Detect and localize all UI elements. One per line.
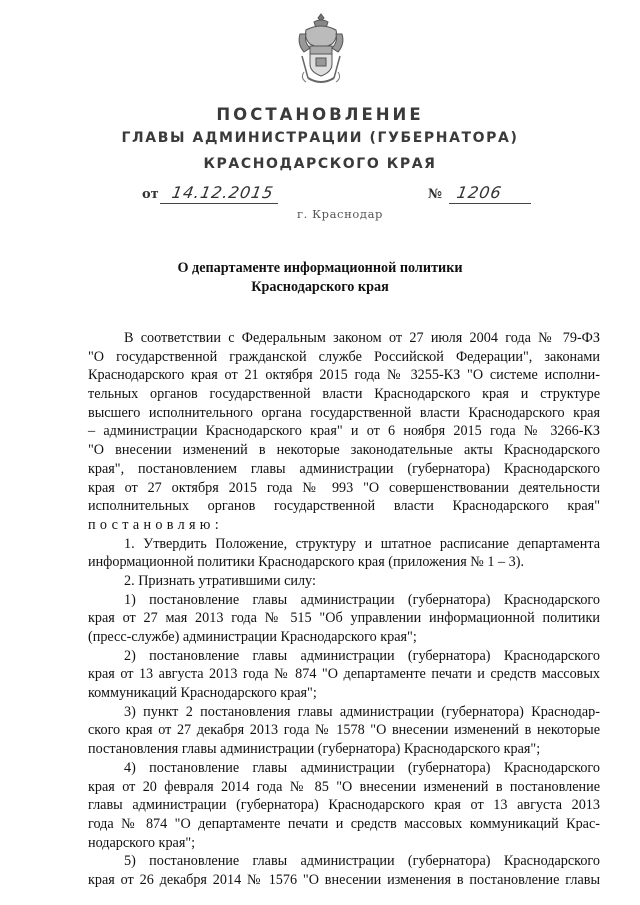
body-line: края от 27 октября 2015 года № 993 "О совершенствовании деятельности	[88, 479, 600, 496]
body-line: В соответствии с Федеральным законом от 27 июля 2004 года № 79-ФЗ	[124, 330, 600, 346]
body-text	[88, 329, 600, 890]
date-label: от	[142, 187, 159, 202]
date-value: 14.12.2015	[170, 183, 276, 202]
body-line: тельных органов государственной власти Краснодарского края и структуре	[88, 386, 600, 403]
body-line: главы администрации (губернатора) Краснодарского края от 13 августа 2013	[88, 797, 600, 814]
coat-of-arms-emblem	[296, 12, 346, 90]
number-value: 1206	[455, 183, 504, 202]
body-line: высшего исполнительного органа государственной власти Краснодарского края	[88, 404, 600, 421]
number-label: №	[428, 187, 443, 202]
region-heading: КРАСНОДАРСКОГО КРАЯ	[203, 156, 437, 172]
body-line: исполнительных органов государственной власти Краснодарского края"	[88, 498, 600, 515]
body-line: края от 26 декабря 2014 № 1576 "О внесении изменения в постановление главы	[88, 871, 600, 888]
document-title: О департаменте информационной политики	[177, 260, 463, 276]
body-line: 4) постановление главы администрации (губернатора) Краснодарского	[124, 759, 600, 776]
body-line: 2) постановление главы администрации (губернатора) Краснодарского	[124, 647, 600, 664]
body-line: края от 27 мая 2013 года № 515 "Об управлении информационной политики	[88, 610, 600, 627]
body-line: ского края от 27 декабря 2013 года № 1578 "О внесении изменений в некоторые	[88, 722, 600, 739]
document-type-heading: ПОСТАНОВЛЕНИЕ	[216, 105, 424, 124]
issuer-heading: ГЛАВЫ АДМИНИСТРАЦИИ (ГУБЕРНАТОРА)	[121, 130, 519, 146]
body-line: 2. Признать утратившими силу:	[124, 572, 316, 589]
date-number-row	[0, 185, 640, 209]
body-line: нодарского края";	[88, 834, 196, 851]
body-line: 1) постановление главы администрации (губернатора) Краснодарского	[124, 591, 600, 608]
city-label: г. Краснодар	[297, 207, 383, 221]
body-line: года № 874 "О департаменте печати и средств массовых коммуникаций Крас-	[88, 815, 600, 832]
body-line: информационной политики Краснодарского края (приложения № 1 – 3).	[88, 554, 525, 571]
number-underline	[449, 203, 531, 204]
body-line: коммуникаций Краснодарского края";	[88, 685, 317, 702]
body-line: "О внесении изменений в некоторые законодательные акты Краснодарского	[88, 442, 600, 459]
body-line: – администрации Краснодарского края" и от 6 ноября 2015 года № 3266-КЗ	[88, 423, 600, 440]
date-underline	[160, 203, 278, 204]
body-line: Краснодарского края от 21 октября 2015 года № 3255-КЗ "О системе исполни-	[88, 367, 600, 384]
body-line: (пресс-службе) администрации Краснодарского края";	[88, 629, 417, 645]
document-title-line2: Краснодарского края	[251, 279, 389, 295]
body-line: 3) пункт 2 постановления главы администрации (губернатора) Краснодар-	[124, 703, 600, 720]
body-line: постановления главы администрации (губернатора) Краснодарского края";	[88, 741, 541, 758]
body-line: края", постановлением главы администрации (губернатора) Краснодарского	[88, 460, 600, 477]
body-line: 1. Утвердить Положение, структуру и штатное расписание департамента	[124, 535, 600, 552]
body-line: 5) постановление главы администрации (губернатора) Краснодарского	[124, 853, 600, 870]
body-line: края от 13 августа 2013 года № 874 "О департаменте печати и средств массовых	[88, 666, 600, 683]
body-line: края от 20 февраля 2014 года № 85 "О внесении изменений в постановление	[88, 778, 600, 795]
body-line: "О государственной гражданской службе Российской Федерации", законами	[88, 348, 600, 365]
body-line-resolve: постановляю:	[88, 516, 223, 533]
